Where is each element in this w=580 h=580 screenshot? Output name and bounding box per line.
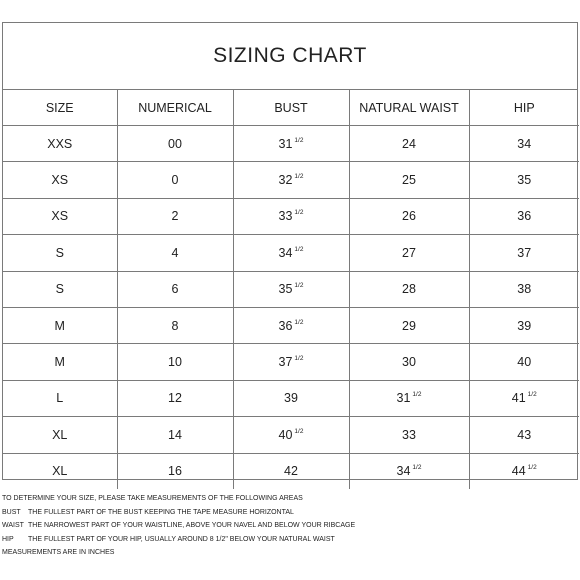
cell-bust-fraction: 1/2 [294,136,304,144]
cell-hip-value: 35 [517,173,532,188]
cell-bust [233,271,349,307]
cell-numerical-value: 00 [168,136,182,151]
measurement-notes [2,492,578,560]
cell-size [3,162,117,198]
cell-bust [233,126,349,162]
cell-natural-waist-value: 33 [402,427,416,442]
cell-numerical [117,453,233,489]
cell-bust [233,307,349,343]
cell-numerical-value: 6 [171,282,179,297]
cell-numerical-value: 12 [168,391,182,406]
cell-hip-value: 37 [517,245,532,260]
cell-hip [469,344,579,380]
cell-size-value: XS [51,173,69,188]
note-hip-text: THE FULLEST PART OF YOUR HIP, USUALLY AROUND 8 1/2" BELOW YOUR NATURAL WAIST [28,535,335,543]
cell-natural-waist-value: 29 [402,318,416,333]
sizing-chart [2,22,578,480]
cell-natural-waist [349,271,469,307]
note-hip [2,533,578,547]
cell-size [3,380,117,416]
table-row [3,417,579,453]
cell-bust-value: 42 [284,464,298,479]
notes-intro: TO DETERMINE YOUR SIZE, PLEASE TAKE MEASUREMENTS OF THE FOLLOWING AREAS [2,495,303,502]
cell-numerical [117,417,233,453]
cell-hip [469,198,579,234]
cell-hip-value: 43 [517,427,532,442]
cell-numerical [117,126,233,162]
cell-size-value: S [55,282,64,297]
cell-natural-waist-value: 34 [396,464,411,479]
cell-bust-fraction: 1/2 [294,209,304,217]
cell-bust-fraction: 1/2 [294,173,304,181]
cell-natural-waist-value: 27 [402,245,416,260]
cell-natural-waist-value: 26 [402,209,416,224]
cell-size [3,453,117,489]
cell-natural-waist-value: 25 [402,173,416,188]
table-row [3,307,579,343]
cell-natural-waist-fraction: 1/2 [412,391,422,399]
table-row [3,126,579,162]
cell-bust-fraction: 1/2 [294,245,304,253]
cell-natural-waist [349,162,469,198]
cell-natural-waist-value: 24 [402,136,416,151]
cell-natural-waist [349,307,469,343]
cell-size-value: XXS [47,136,73,151]
header-size: SIZE [3,90,117,126]
cell-numerical [117,307,233,343]
cell-hip [469,235,579,271]
cell-hip-value: 39 [517,318,532,333]
header-natural-waist: NATURAL WAIST [349,90,469,126]
header-bust: BUST [233,90,349,126]
cell-hip-value: 36 [517,209,532,224]
cell-bust-value: 34 [278,245,293,260]
cell-size-value: L [56,391,64,406]
cell-bust [233,380,349,416]
cell-size [3,198,117,234]
note-waist-key: WAIST [2,522,24,530]
cell-size [3,344,117,380]
sizing-table [3,90,579,489]
table-row [3,344,579,380]
cell-bust [233,198,349,234]
cell-hip-value: 38 [517,282,532,297]
cell-size [3,126,117,162]
cell-natural-waist-value: 28 [402,282,416,297]
cell-bust [233,453,349,489]
cell-hip-fraction: 1/2 [527,464,537,472]
note-hip-key: HIP [2,535,14,543]
cell-natural-waist [349,198,469,234]
cell-numerical-value: 14 [168,427,182,442]
table-row [3,380,579,416]
cell-natural-waist [349,235,469,271]
cell-numerical [117,162,233,198]
cell-bust-fraction: 1/2 [294,318,304,326]
cell-hip-value: 34 [517,136,532,151]
cell-bust-fraction: 1/2 [294,282,304,290]
cell-size-value: XS [51,209,69,224]
cell-size-value: M [54,355,65,370]
cell-size-value: XL [52,427,68,442]
cell-natural-waist [349,344,469,380]
cell-numerical-value: 2 [171,209,179,224]
header-numerical: NUMERICAL [117,90,233,126]
cell-numerical [117,271,233,307]
cell-natural-waist [349,380,469,416]
note-bust [2,506,578,520]
note-bust-key: BUST [2,508,21,516]
table-row [3,162,579,198]
cell-bust-fraction: 1/2 [294,355,304,363]
cell-numerical-value: 0 [171,173,179,188]
cell-hip [469,271,579,307]
cell-hip-fraction: 1/2 [527,391,537,399]
cell-hip [469,417,579,453]
cell-size [3,235,117,271]
cell-bust [233,344,349,380]
header-hip: HIP [469,90,579,126]
cell-bust [233,417,349,453]
cell-numerical [117,198,233,234]
cell-size-value: M [54,318,65,333]
cell-natural-waist-value: 31 [396,391,411,406]
cell-bust [233,235,349,271]
cell-numerical-value: 16 [168,464,182,479]
cell-bust-value: 36 [278,318,293,333]
cell-bust-value: 31 [278,136,293,151]
cell-hip-value: 44 [511,464,526,479]
cell-natural-waist-fraction: 1/2 [412,464,422,472]
table-row [3,235,579,271]
cell-bust [233,162,349,198]
cell-size-value: XL [52,464,68,479]
cell-bust-value: 33 [278,209,293,224]
cell-hip-value: 40 [517,355,532,370]
cell-natural-waist [349,453,469,489]
cell-hip [469,380,579,416]
cell-bust-fraction: 1/2 [294,427,304,435]
cell-bust-value: 39 [284,391,298,406]
cell-numerical-value: 8 [171,318,179,333]
cell-numerical [117,344,233,380]
cell-hip [469,307,579,343]
cell-natural-waist [349,417,469,453]
cell-size [3,417,117,453]
cell-natural-waist-value: 30 [402,355,416,370]
cell-bust-value: 40 [278,427,293,442]
header-row [3,90,579,126]
cell-size-value: S [55,245,64,260]
table-row [3,271,579,307]
cell-numerical [117,235,233,271]
cell-size [3,307,117,343]
note-waist-text: THE NARROWEST PART OF YOUR WAISTLINE, ABOVE YOUR NAVEL AND BELOW YOUR RIBCAGE [28,522,356,530]
cell-numerical [117,380,233,416]
title-row [3,23,577,90]
cell-numerical-value: 10 [168,355,182,370]
note-waist [2,519,578,533]
chart-title: SIZING CHART [213,44,367,67]
cell-hip [469,162,579,198]
note-bust-text: THE FULLEST PART OF THE BUST KEEPING THE TAPE MEASURE HORIZONTAL [28,508,294,516]
cell-numerical-value: 4 [171,245,179,260]
notes-units: MEASUREMENTS ARE IN INCHES [2,549,115,557]
cell-bust-value: 35 [278,282,293,297]
cell-bust-value: 32 [278,173,293,188]
cell-natural-waist [349,126,469,162]
cell-bust-value: 37 [278,355,293,370]
cell-hip [469,453,579,489]
cell-hip-value: 41 [511,391,526,406]
cell-size [3,271,117,307]
cell-hip [469,126,579,162]
table-row [3,198,579,234]
table-row [3,453,579,489]
